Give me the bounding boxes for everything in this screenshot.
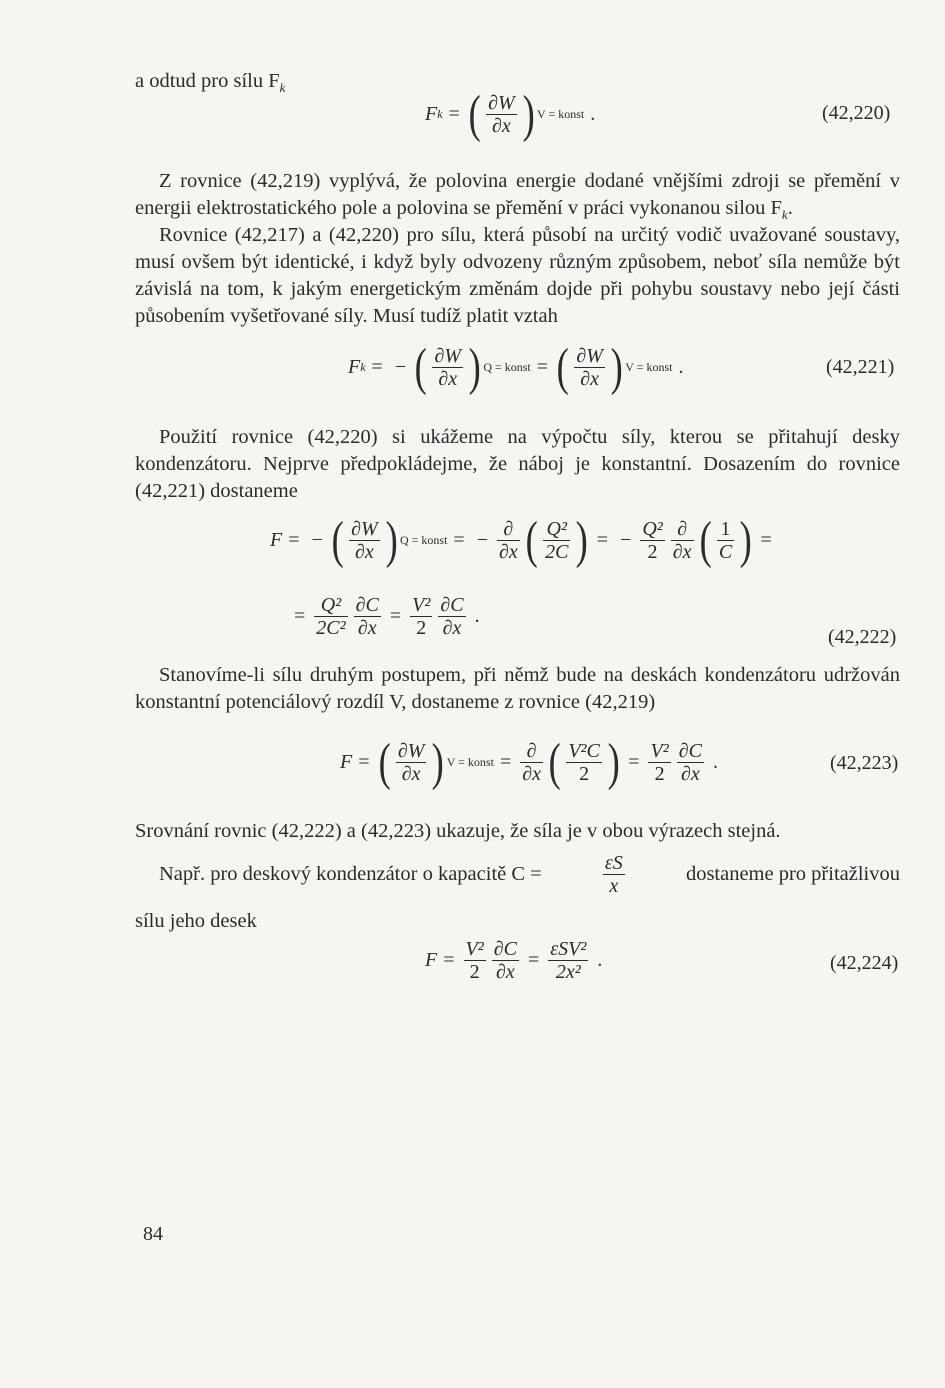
paragraph-2: Rovnice (42,217) a (42,220) pro sílu, která působí na určitý vodič uvažované soustavy, musí ovšem být identické, i když byly odvozeny různým způsobem, neboť síla nemůže být závislá na tom, k jakým energetickým změnám dojde při pohybu soustavy nebo její části působením vyšetřované síly. Musí tudíž platit vztah [135, 224, 900, 327]
equation-42-220: F k = ( $\frac{\partial W}{\partial x}$ ) V = konst . [425, 85, 596, 143]
paragraph-5: Srovnání rovnic (42,222) a (42,223) ukazuje, že síla je v obou výrazech stejná. [135, 820, 781, 842]
equation-42-223: F = ( $\frac{\partial W}{\partial x}$ ) V = konst = $\frac{\partial}{\partial x}$ ( $\frac{\text{V²C}}{2}$ ) = $\frac{\text{V²}}{2}$ $\frac{\partial C}{\partial x}$ . [340, 733, 718, 791]
paragraph-4: Stanovíme-li sílu druhým postupem, při němž bude na deskách kondenzátoru udržován konstantní potenciálový rozdíl V, dostaneme z rovnice (42,219) [135, 664, 900, 713]
equation-42-221: F k = − ( $\frac{\partial W}{\partial x}$ ) Q = konst = ( $\frac{\partial W}{\partial x}$ ) V = konst . [348, 338, 684, 396]
equation-42-224: F = $\frac{\text{V²}}{2}$ $\frac{\partial C}{\partial x}$ = $\frac{\text{εSV²}}{\text{2x²}}$ . [425, 938, 603, 983]
paragraph-1: Z rovnice (42,219) vyplývá, že polovina energie dodané vnějšími zdroji se přemění v energii elektrostatického pole a polovina se přemění v práci vykonanou silou $F_k$. [135, 170, 900, 223]
paragraph-3: Použití rovnice (42,220) si ukážeme na výpočtu síly, kterou se přitahují desky kondenzátoru. Nejprve předpokládejme, že náboj je konstantní. Dosazením do rovnice (42,221) dostaneme [135, 426, 900, 502]
paragraph-6: Např. pro deskový kondenzátor o kapacitě C = $\frac{\varepsilon S}{x}$ dostaneme pro přitažlivou [159, 852, 900, 897]
intro-line: a odtud pro sílu $F_k$ [135, 70, 286, 96]
page-number: 84 [143, 1223, 163, 1245]
equation-number-42-222: (42,222) [828, 626, 897, 648]
equation-number-42-223: (42,223) [830, 752, 899, 774]
equation-number-42-221: (42,221) [826, 356, 895, 378]
equation-number-42-224: (42,224) [830, 952, 899, 974]
paragraph-6-continued: sílu jeho desek [135, 910, 257, 932]
equation-42-222-line-2: = $\frac{\text{Q²}}{\text{2C²}}$ $\frac{\partial C}{\partial x}$ = $\frac{\text{V²}}{2}$ $\frac{\partial C}{\partial x}$ . [294, 594, 480, 639]
equation-42-222-line-1: F = − ( $\frac{\partial W}{\partial x}$ ) Q = konst = − $\frac{\partial}{\partial x}$ ( $\frac{\text{Q²}}{2C}$ ) = − $\frac{\text{Q²}}{2}$ $\frac{\partial}{\partial x}$ ( $\frac{1}{C}$ ) = [270, 511, 772, 569]
equation-number-42-220: (42,220) [822, 102, 891, 124]
